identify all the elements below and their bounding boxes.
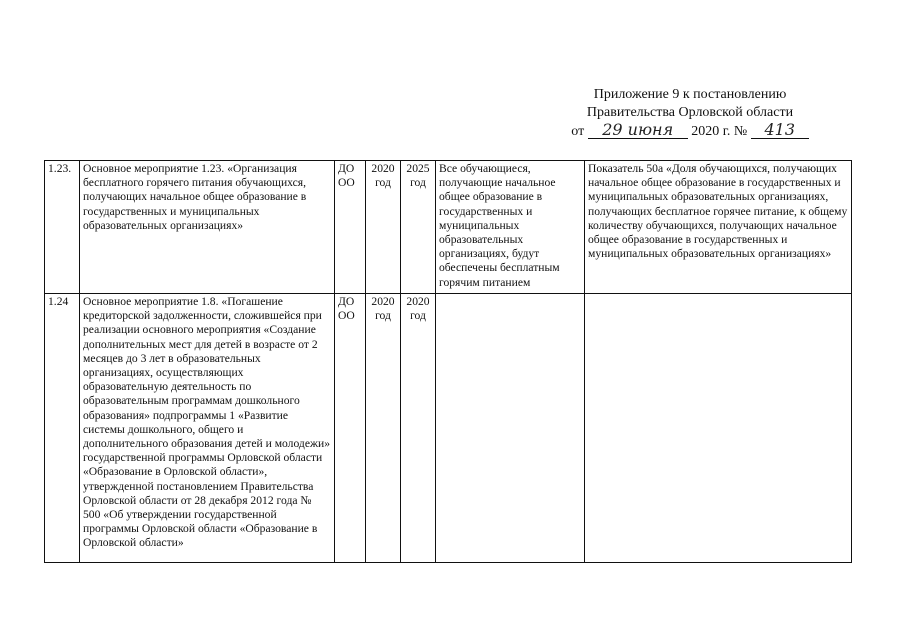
year-start: 2020 год bbox=[366, 161, 401, 294]
measure-name: Основное мероприятие 1.23. «Организация бесплатного горячего питания обучающихся, получающих начальное общее образование в государственных и муниципальных образовательных организациях» bbox=[80, 161, 335, 294]
table-row bbox=[45, 161, 852, 294]
document-header bbox=[520, 86, 860, 141]
indicator bbox=[585, 294, 852, 563]
year-end: 2025 год bbox=[401, 161, 436, 294]
measure-name: Основное мероприятие 1.8. «Погашение кредиторской задолженности, сложившейся при реализации основного мероприятия «Создание дополнительных мест для детей в возрасте от 2 месяцев до 3 лет в образовательных организациях, осуществляющих образовательную деятельность по образовательным программам дошкольного образования» подпрограммы 1 «Развитие системы дошкольного, общего и дополнительного образования детей и молодежи» государственной программы Орловской области «Образование в Орловской области», утвержденной постановлением Правительства Орловской области от 28 декабря 2012 года № 500 «Об утверждении государственной программы Орловской области «Образование в Орловской области» bbox=[80, 294, 335, 563]
handwritten-doc-number: 413 bbox=[751, 122, 809, 139]
measures-table bbox=[44, 160, 852, 563]
expected-result: Все обучающиеся, получающие начальное общее образование в государственных и муниципальных образовательных организациях, будут обеспечены бесплатным горячим питанием bbox=[436, 161, 585, 294]
date-prefix: от bbox=[571, 124, 585, 139]
appendix-title: Приложение 9 к постановлению bbox=[593, 87, 787, 102]
expected-result bbox=[436, 294, 585, 563]
appendix-authority: Правительства Орловской области bbox=[586, 105, 794, 120]
table-row bbox=[45, 294, 852, 563]
row-number: 1.24 bbox=[45, 294, 80, 563]
year-end: 2020 год bbox=[401, 294, 436, 563]
executor: ДО ОО bbox=[335, 161, 366, 294]
indicator: Показатель 50а «Доля обучающихся, получающих начальное общее образование в государственных и муниципальных образовательных организациях, получающих бесплатное горячее питание, к общему количеству обучающихся, получающих начальное общее образование в государственных и муниципальных образовательных организациях» bbox=[585, 161, 852, 294]
row-number: 1.23. bbox=[45, 161, 80, 294]
executor: ДО ОО bbox=[335, 294, 366, 563]
handwritten-date: 29 июня bbox=[588, 122, 688, 139]
date-year: 2020 г. № bbox=[691, 124, 748, 139]
year-start: 2020 год bbox=[366, 294, 401, 563]
appendix-date-line bbox=[520, 122, 860, 141]
